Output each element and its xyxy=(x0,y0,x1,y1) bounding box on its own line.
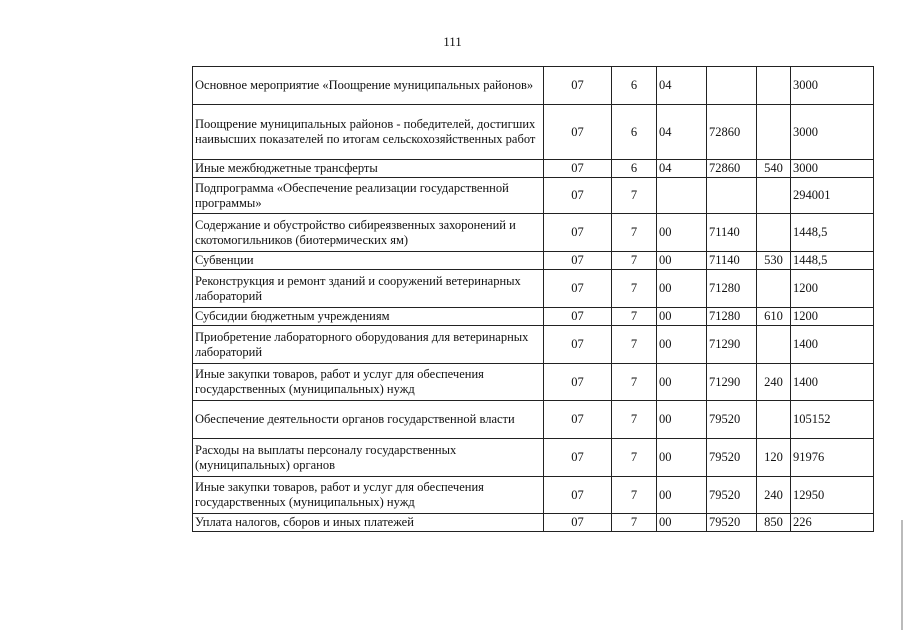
row-subprogram: 00 xyxy=(657,364,707,401)
row-section: 07 xyxy=(544,160,612,178)
row-name: Обеспечение деятельности органов государственной власти xyxy=(193,401,544,439)
row-direction xyxy=(707,67,757,105)
row-name: Основное мероприятие «Поощрение муниципальных районов» xyxy=(193,67,544,105)
row-section: 07 xyxy=(544,252,612,270)
row-program: 7 xyxy=(612,326,657,364)
row-name: Субвенции xyxy=(193,252,544,270)
row-program: 7 xyxy=(612,401,657,439)
table-row xyxy=(193,105,874,160)
row-section: 07 xyxy=(544,401,612,439)
row-amount: 1400 xyxy=(791,364,874,401)
row-program: 7 xyxy=(612,308,657,326)
row-expense-type: 120 xyxy=(757,439,791,477)
row-subprogram xyxy=(657,178,707,214)
table-row xyxy=(193,214,874,252)
row-expense-type: 540 xyxy=(757,160,791,178)
row-expense-type: 530 xyxy=(757,252,791,270)
row-section: 07 xyxy=(544,270,612,308)
table-row xyxy=(193,270,874,308)
table-row xyxy=(193,67,874,105)
row-direction: 79520 xyxy=(707,439,757,477)
row-amount: 3000 xyxy=(791,160,874,178)
row-section: 07 xyxy=(544,326,612,364)
row-expense-type xyxy=(757,214,791,252)
row-amount: 3000 xyxy=(791,105,874,160)
row-subprogram: 00 xyxy=(657,308,707,326)
row-direction: 71290 xyxy=(707,364,757,401)
row-program: 7 xyxy=(612,252,657,270)
row-section: 07 xyxy=(544,105,612,160)
row-subprogram: 00 xyxy=(657,514,707,532)
row-subprogram: 04 xyxy=(657,105,707,160)
row-direction: 71280 xyxy=(707,308,757,326)
row-amount: 294001 xyxy=(791,178,874,214)
page-number: 111 xyxy=(443,34,462,49)
row-direction: 72860 xyxy=(707,160,757,178)
row-name: Расходы на выплаты персоналу государственных (муниципальных) органов xyxy=(193,439,544,477)
row-direction: 79520 xyxy=(707,514,757,532)
row-amount: 226 xyxy=(791,514,874,532)
row-program: 7 xyxy=(612,214,657,252)
row-section: 07 xyxy=(544,364,612,401)
row-expense-type: 610 xyxy=(757,308,791,326)
row-name: Приобретение лабораторного оборудования для ветеринарных лабораторий xyxy=(193,326,544,364)
row-section: 07 xyxy=(544,67,612,105)
table-row xyxy=(193,364,874,401)
table-row xyxy=(193,160,874,178)
row-amount: 1448,5 xyxy=(791,214,874,252)
row-expense-type xyxy=(757,105,791,160)
table-row xyxy=(193,308,874,326)
row-section: 07 xyxy=(544,439,612,477)
row-expense-type xyxy=(757,270,791,308)
row-amount: 12950 xyxy=(791,477,874,514)
row-amount: 3000 xyxy=(791,67,874,105)
row-amount: 91976 xyxy=(791,439,874,477)
row-section: 07 xyxy=(544,308,612,326)
budget-table xyxy=(192,66,874,532)
row-direction: 72860 xyxy=(707,105,757,160)
scan-edge-mark xyxy=(901,520,903,630)
row-name: Субсидии бюджетным учреждениям xyxy=(193,308,544,326)
row-program: 7 xyxy=(612,178,657,214)
row-direction: 79520 xyxy=(707,401,757,439)
row-amount: 1200 xyxy=(791,308,874,326)
row-subprogram: 00 xyxy=(657,401,707,439)
table-row xyxy=(193,252,874,270)
row-name: Иные закупки товаров, работ и услуг для обеспечения государственных (муниципальных) нужд xyxy=(193,364,544,401)
row-direction: 79520 xyxy=(707,477,757,514)
row-program: 7 xyxy=(612,477,657,514)
row-program: 7 xyxy=(612,439,657,477)
row-name: Подпрограмма «Обеспечение реализации государственной программы» xyxy=(193,178,544,214)
row-expense-type: 240 xyxy=(757,364,791,401)
row-subprogram: 00 xyxy=(657,270,707,308)
row-section: 07 xyxy=(544,514,612,532)
row-name: Иные межбюджетные трансферты xyxy=(193,160,544,178)
row-amount: 105152 xyxy=(791,401,874,439)
row-amount: 1400 xyxy=(791,326,874,364)
row-section: 07 xyxy=(544,477,612,514)
row-subprogram: 00 xyxy=(657,439,707,477)
row-name: Реконструкция и ремонт зданий и сооружений ветеринарных лабораторий xyxy=(193,270,544,308)
row-expense-type: 850 xyxy=(757,514,791,532)
row-program: 7 xyxy=(612,364,657,401)
table-row xyxy=(193,326,874,364)
row-program: 6 xyxy=(612,67,657,105)
row-program: 7 xyxy=(612,514,657,532)
row-amount: 1200 xyxy=(791,270,874,308)
row-expense-type: 240 xyxy=(757,477,791,514)
row-subprogram: 00 xyxy=(657,252,707,270)
row-expense-type xyxy=(757,326,791,364)
row-program: 7 xyxy=(612,270,657,308)
table-row xyxy=(193,401,874,439)
row-name: Поощрение муниципальных районов - победителей, достигших наивысших показателей по итогам сельскохозяйственных работ xyxy=(193,105,544,160)
table-row xyxy=(193,439,874,477)
row-direction: 71140 xyxy=(707,214,757,252)
table-row xyxy=(193,477,874,514)
row-amount: 1448,5 xyxy=(791,252,874,270)
table-row xyxy=(193,514,874,532)
row-direction: 71140 xyxy=(707,252,757,270)
row-subprogram: 00 xyxy=(657,326,707,364)
row-expense-type xyxy=(757,401,791,439)
row-subprogram: 00 xyxy=(657,477,707,514)
row-direction: 71280 xyxy=(707,270,757,308)
row-direction xyxy=(707,178,757,214)
row-subprogram: 04 xyxy=(657,67,707,105)
row-section: 07 xyxy=(544,214,612,252)
row-section: 07 xyxy=(544,178,612,214)
row-program: 6 xyxy=(612,160,657,178)
row-name: Уплата налогов, сборов и иных платежей xyxy=(193,514,544,532)
table-row xyxy=(193,178,874,214)
row-subprogram: 04 xyxy=(657,160,707,178)
row-program: 6 xyxy=(612,105,657,160)
row-name: Содержание и обустройство сибиреязвенных захоронений и скотомогильников (биотермических ям) xyxy=(193,214,544,252)
row-expense-type xyxy=(757,178,791,214)
row-expense-type xyxy=(757,67,791,105)
row-subprogram: 00 xyxy=(657,214,707,252)
row-direction: 71290 xyxy=(707,326,757,364)
row-name: Иные закупки товаров, работ и услуг для обеспечения государственных (муниципальных) нужд xyxy=(193,477,544,514)
